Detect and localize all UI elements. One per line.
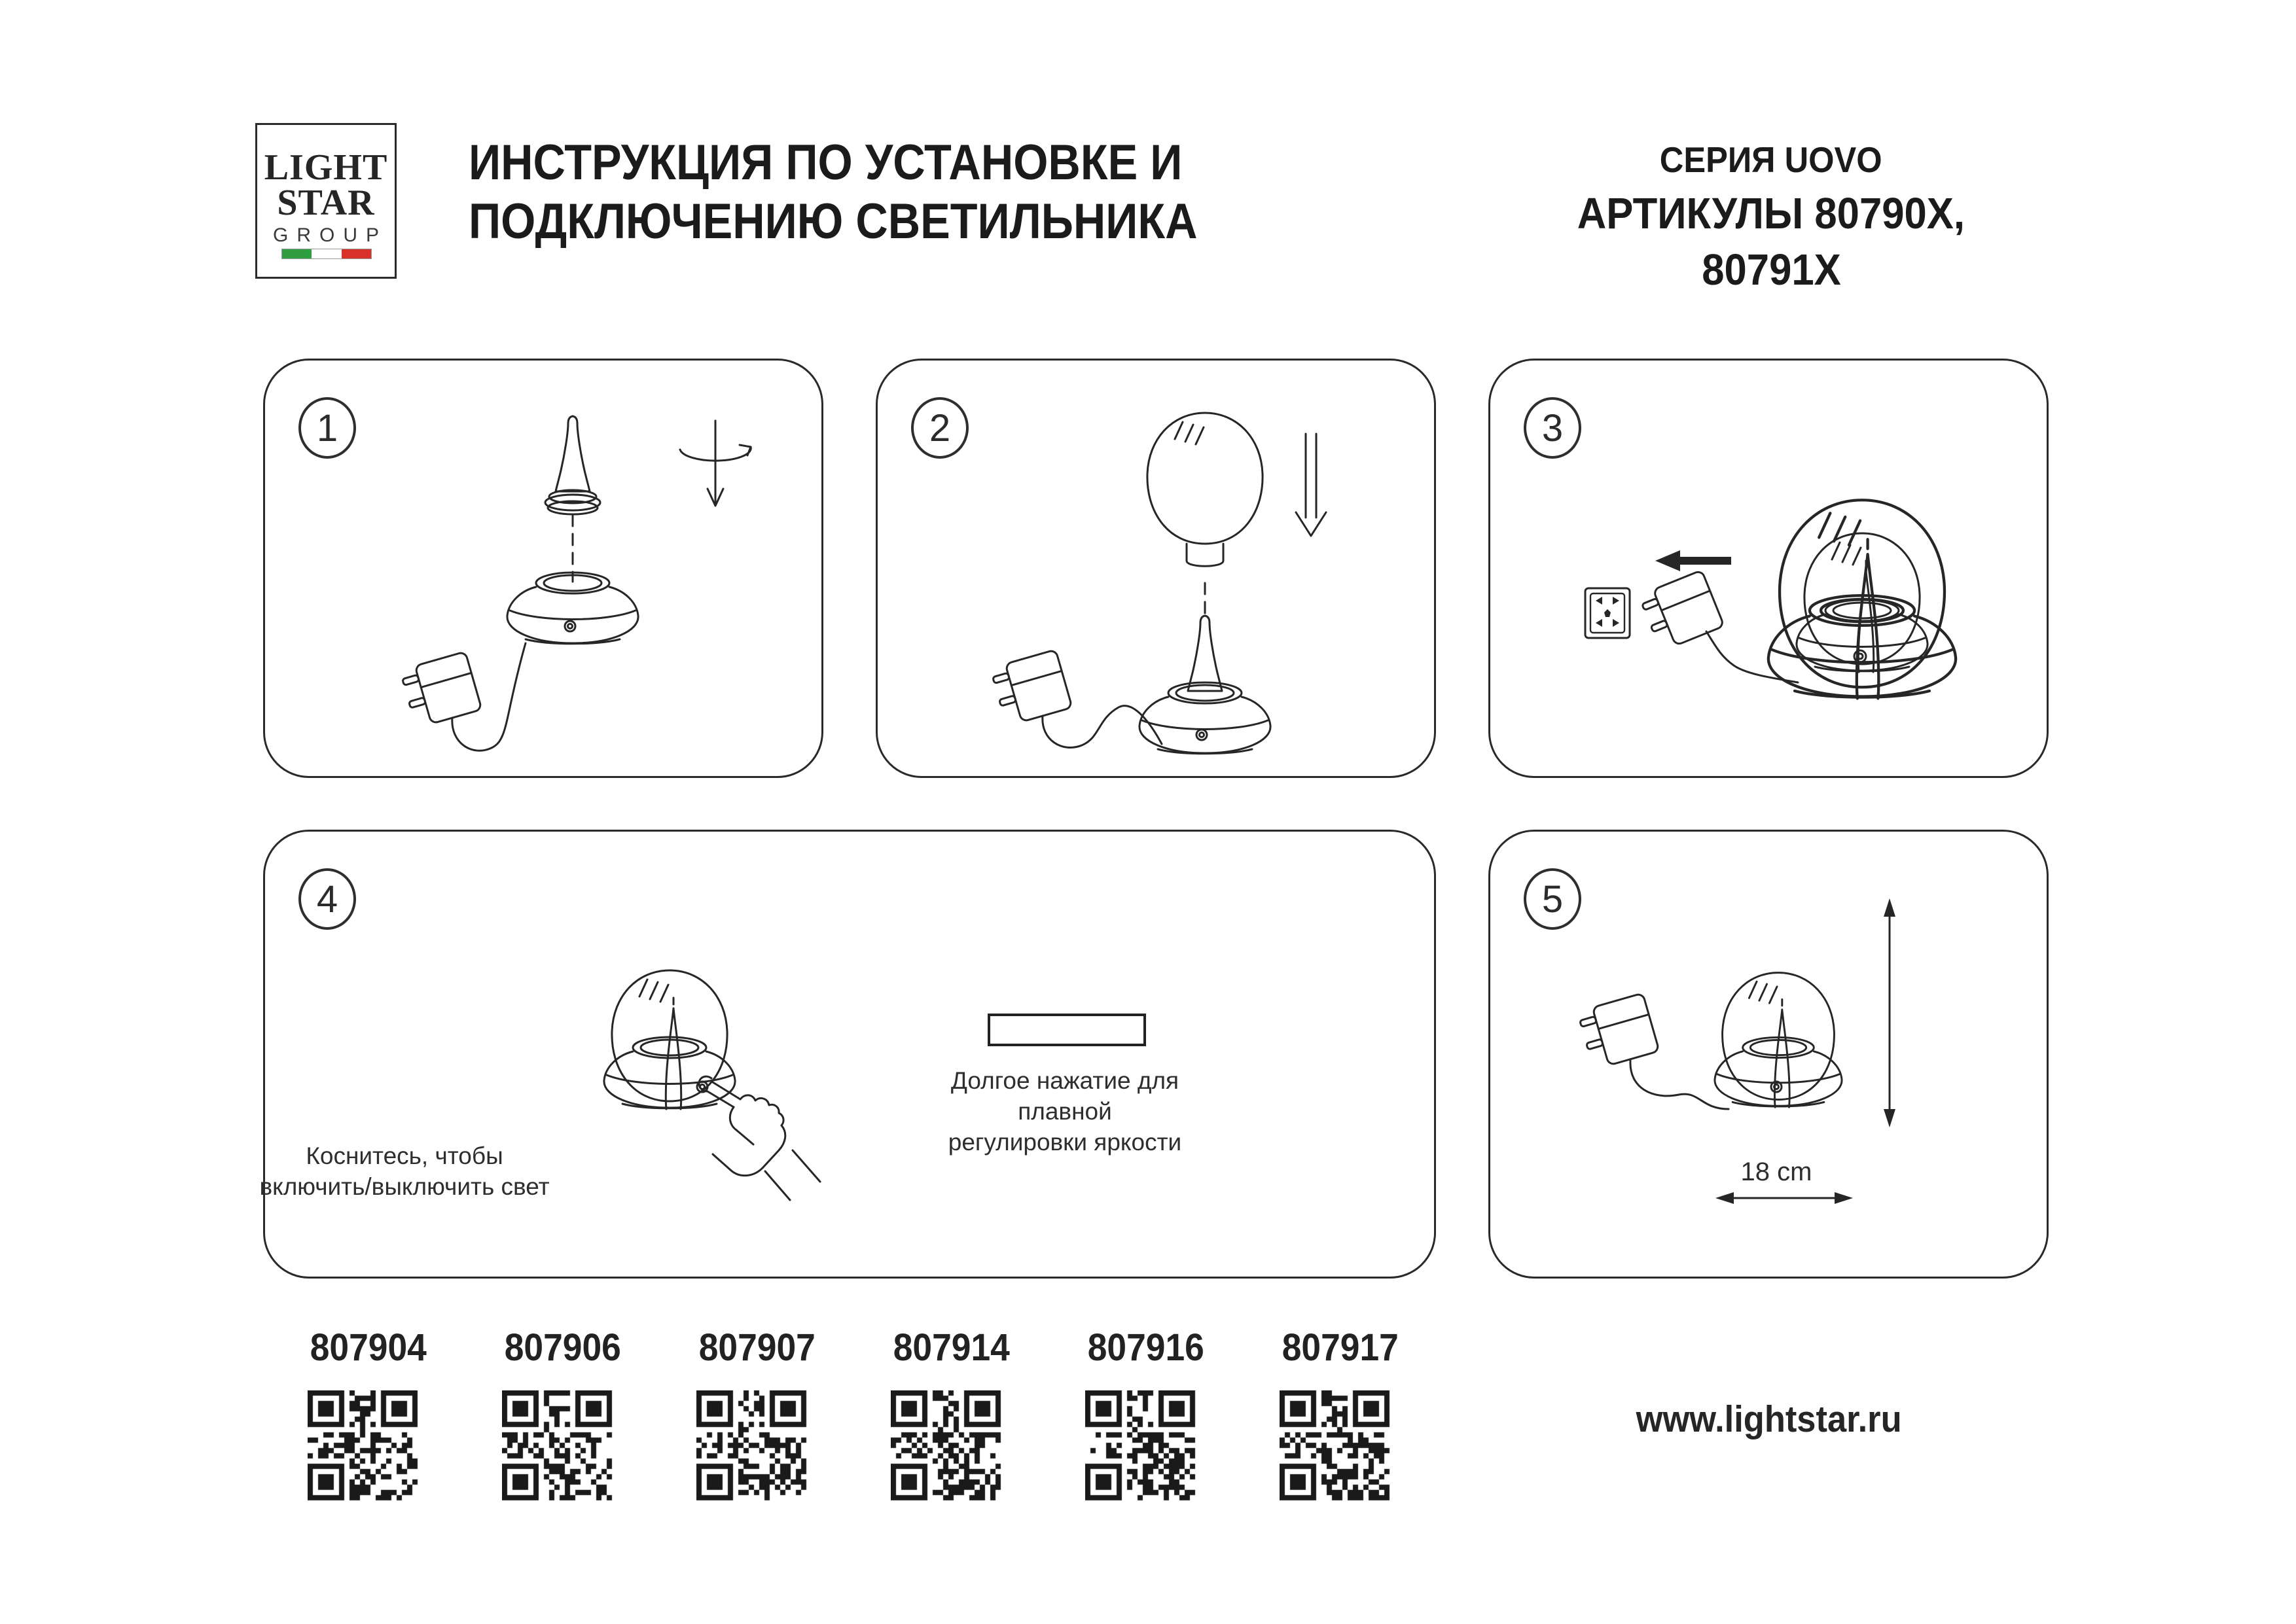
article-column xyxy=(873,1326,1030,1515)
glass-spike xyxy=(1188,616,1222,691)
glass-shade xyxy=(1147,413,1263,544)
height-dimension-arrow xyxy=(1884,898,1895,1127)
step-number: 4 xyxy=(316,877,338,921)
qr-code xyxy=(308,1390,429,1512)
page-title xyxy=(469,133,1278,251)
step-number: 2 xyxy=(929,406,951,450)
touch-caption-line2: включить/выключить свет xyxy=(259,1173,550,1200)
step1-illustration xyxy=(265,361,821,776)
touch-caption-line1: Коснитесь, чтобы xyxy=(306,1142,503,1169)
step-panel-1 xyxy=(263,359,823,778)
touch-button xyxy=(1774,1085,1779,1089)
logo-word-group: GROUP xyxy=(272,224,387,246)
article-codes-row xyxy=(0,1326,1505,1542)
qr-code xyxy=(891,1390,1013,1512)
article-code: 807907 xyxy=(698,1326,816,1369)
article-code: 807914 xyxy=(893,1326,1011,1369)
qr-code xyxy=(502,1390,624,1512)
article-code: 807917 xyxy=(1282,1326,1399,1369)
article-code: 807904 xyxy=(310,1326,427,1369)
assembled-lamp xyxy=(604,970,735,1109)
power-adapter xyxy=(400,652,482,728)
width-dimension-arrow xyxy=(1715,1192,1853,1204)
plug-in-arrow-icon xyxy=(1655,550,1731,571)
touch-button xyxy=(1857,654,1863,659)
step-number: 1 xyxy=(316,406,338,450)
article-code: 807906 xyxy=(504,1326,622,1369)
wall-socket xyxy=(1585,588,1630,638)
logo-word-star: STAR xyxy=(277,183,375,223)
width-dimension-label: 18 cm xyxy=(1740,1157,1812,1186)
power-cord xyxy=(452,643,526,750)
qr-code xyxy=(1085,1390,1207,1512)
step-number: 5 xyxy=(1541,877,1564,921)
lamp-base xyxy=(507,587,638,644)
step3-illustration xyxy=(1490,361,2047,776)
long-press-caption xyxy=(901,1065,1229,1157)
article-column xyxy=(679,1326,836,1515)
power-cord xyxy=(1630,1061,1729,1109)
power-cord xyxy=(1706,631,1798,682)
power-adapter xyxy=(990,650,1072,726)
lamp-base xyxy=(1139,697,1270,754)
step-panel-4 xyxy=(263,830,1436,1279)
touch-button xyxy=(1200,733,1204,737)
article-column xyxy=(484,1326,641,1515)
article-column xyxy=(290,1326,447,1515)
logo-word-light: LIGHT xyxy=(264,147,388,188)
touch-button xyxy=(568,624,573,629)
qr-code xyxy=(1280,1390,1401,1512)
article-code: 807916 xyxy=(1087,1326,1205,1369)
series-title: СЕРИЯ UOVO xyxy=(1660,139,1882,180)
glass-spike xyxy=(556,416,590,491)
article-column xyxy=(1067,1326,1225,1515)
step4-illustration xyxy=(265,832,1434,1277)
flag-red-segment xyxy=(342,249,371,258)
lightstar-logo xyxy=(255,123,397,279)
page-title-line1: ИНСТРУКЦИЯ ПО УСТАНОВКЕ И xyxy=(469,135,1183,190)
down-arrow-icon xyxy=(1296,434,1326,536)
articles-heading-line1: АРТИКУЛЫ 80790Х, xyxy=(1577,189,1965,238)
articles-heading-line2: 80791Х xyxy=(1701,245,1841,294)
flag-white-segment xyxy=(312,249,341,258)
italian-flag-bar xyxy=(281,249,372,259)
step2-illustration xyxy=(878,361,1434,776)
qr-code xyxy=(696,1390,818,1512)
flag-green-segment xyxy=(282,249,312,258)
step-panel-2 xyxy=(876,359,1436,778)
page-title-line2: ПОДКЛЮЧЕНИЮ СВЕТИЛЬНИКА xyxy=(469,194,1198,249)
website-url: www.lightstar.ru xyxy=(1636,1398,1902,1440)
step-panel-5 xyxy=(1488,830,2049,1279)
step5-illustration xyxy=(1490,832,2047,1277)
touch-caption xyxy=(241,1140,568,1202)
article-column xyxy=(1262,1326,1419,1515)
touching-hand xyxy=(699,1076,820,1200)
step-panel-3 xyxy=(1488,359,2049,778)
shade-neck xyxy=(1187,544,1223,566)
long-press-button-shape xyxy=(988,1014,1146,1046)
step-number: 3 xyxy=(1541,406,1564,450)
threaded-ring xyxy=(545,490,600,514)
power-adapter xyxy=(1577,993,1659,1070)
long-press-caption-line2: регулировки яркости xyxy=(948,1129,1182,1156)
screw-down-arrow-icon xyxy=(680,421,751,506)
long-press-caption-line1: Долгое нажатие для плавной xyxy=(950,1067,1179,1125)
